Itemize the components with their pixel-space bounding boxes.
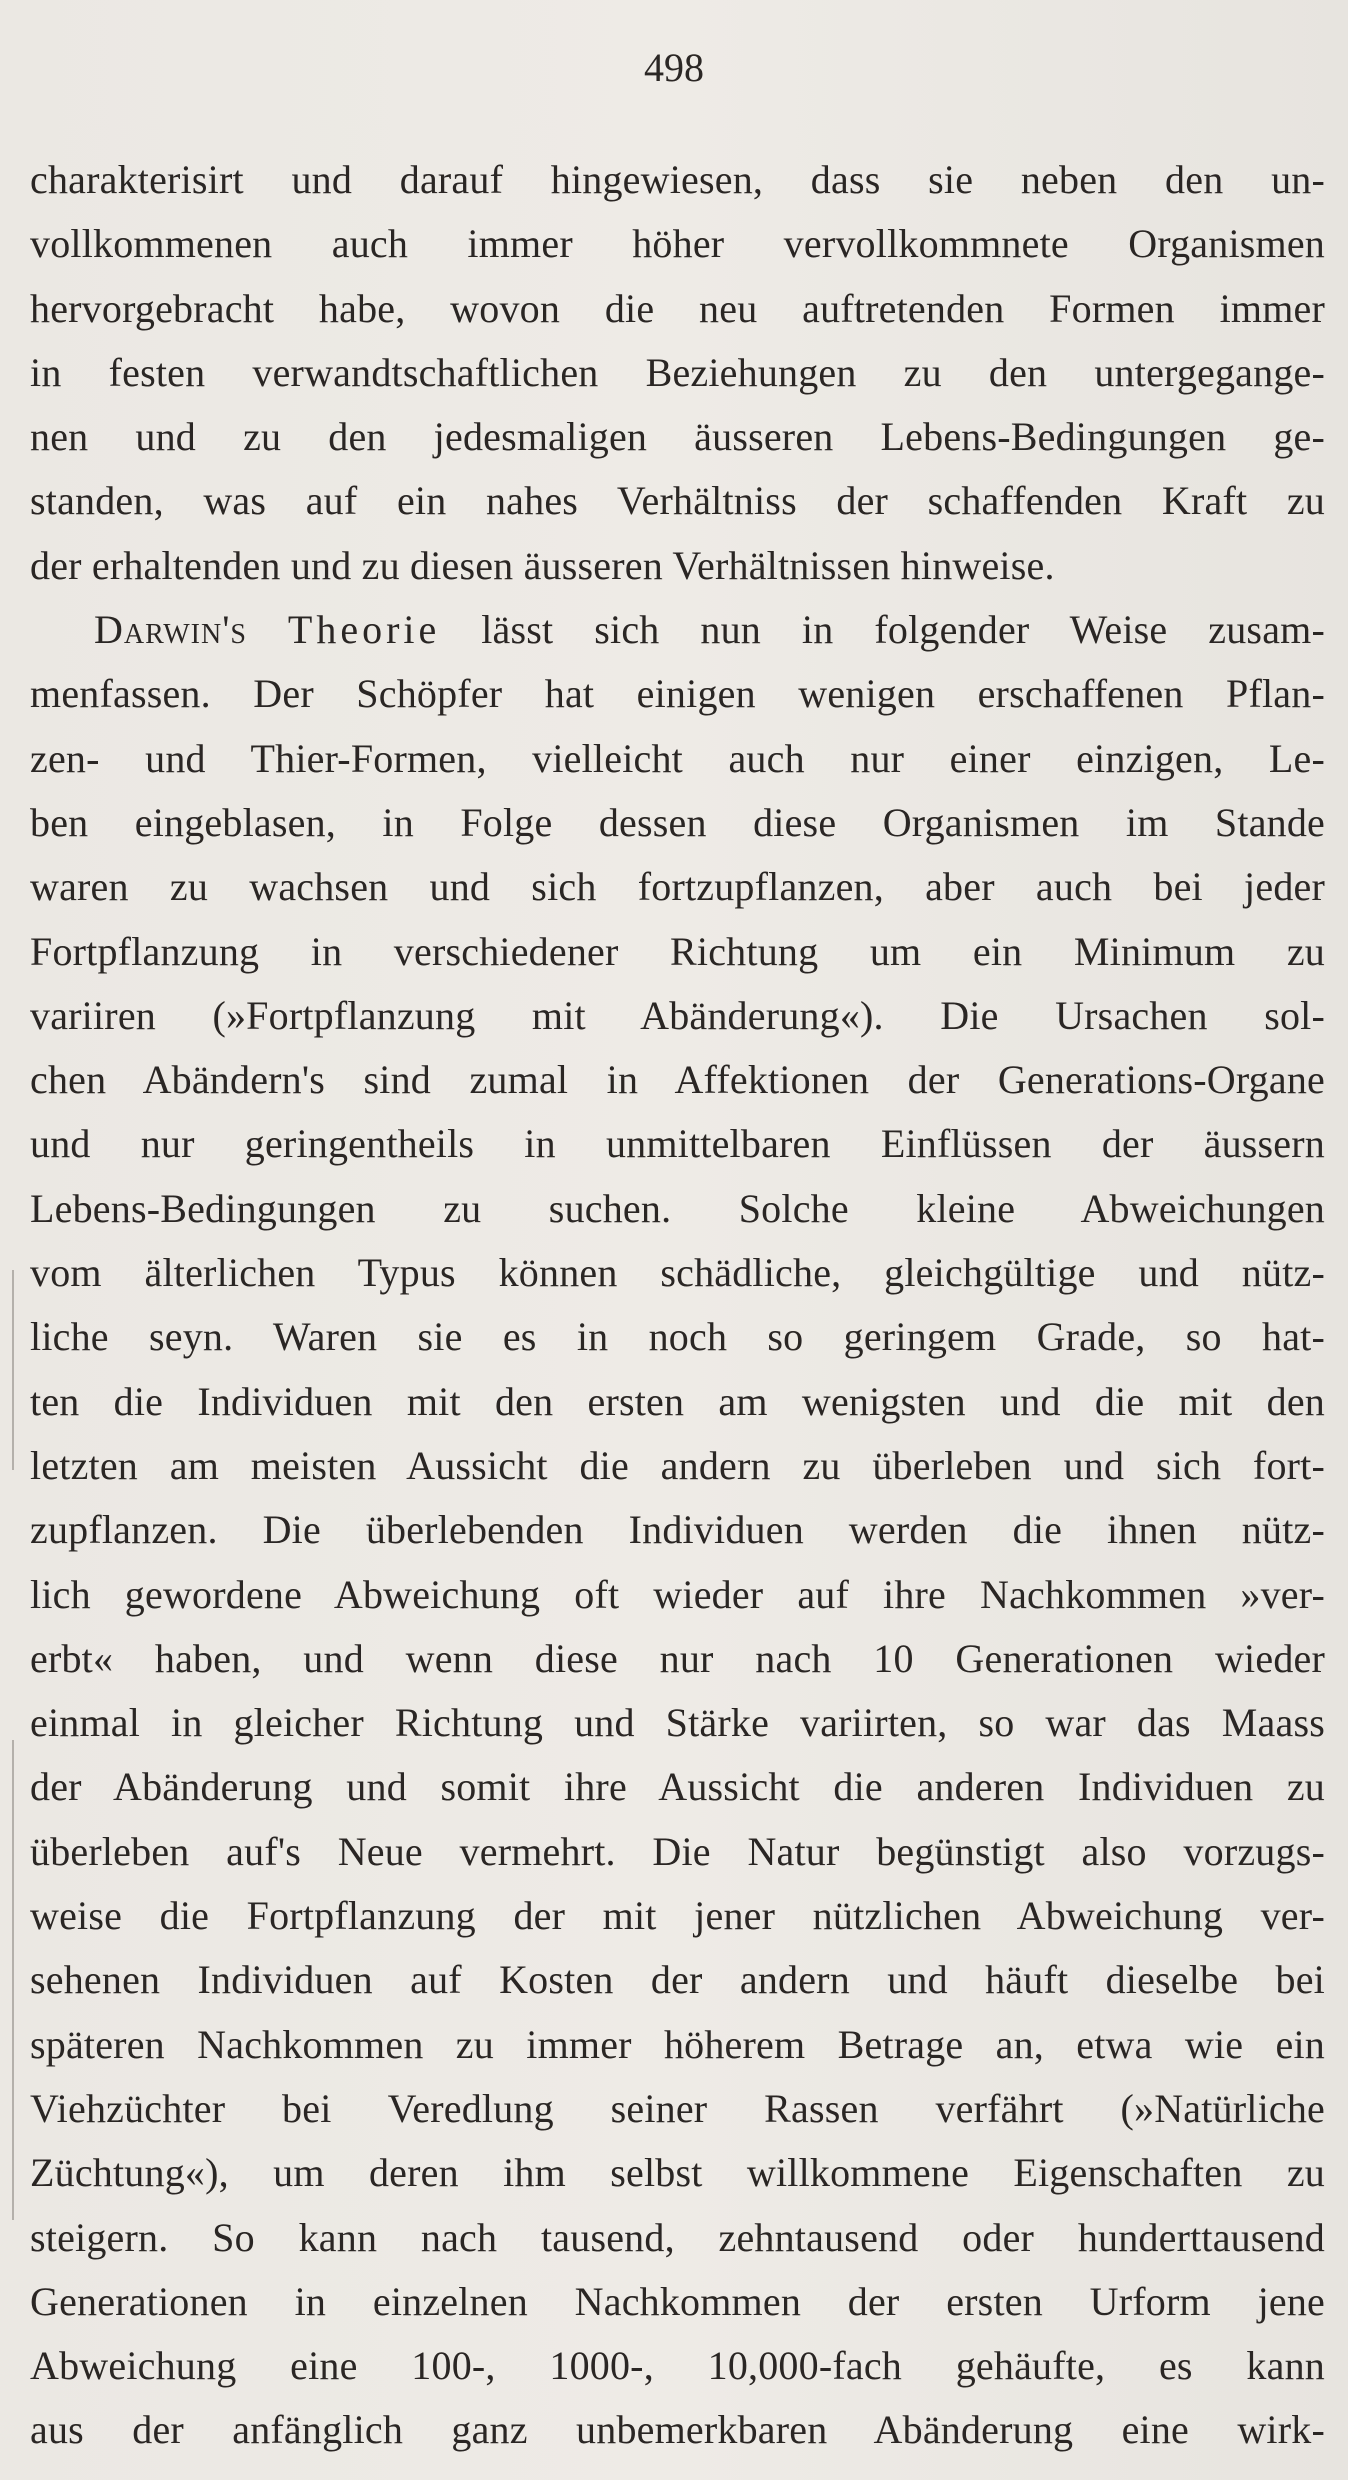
text-line: letzten am meisten Aussicht die andern zu überleben und sich fort-: [30, 1442, 1325, 1488]
text-line: liche seyn. Waren sie es in noch so geringem Grade, so hat-: [30, 1314, 1325, 1360]
text-line: steigern. So kann nach tausend, zehntausend oder hunderttausend: [30, 2214, 1325, 2260]
body-text: [30, 148, 1325, 2463]
text-line-first: [30, 598, 1325, 662]
text-line: lich gewordene Abweichung oft wieder auf ihre Nachkommen »ver-: [30, 1571, 1325, 1617]
text-line: der Abänderung und somit ihre Aussicht die anderen Individuen zu: [30, 1764, 1325, 1810]
author-name: Darwin's: [94, 607, 247, 653]
margin-pencil-mark: [12, 1740, 14, 2220]
text-line: einmal in gleicher Richtung und Stärke variirten, so war das Maass: [30, 1700, 1325, 1746]
text-line: nen und zu den jedesmaligen äusseren Lebens-Bedingungen ge-: [30, 414, 1325, 460]
text-line: Generationen in einzelnen Nachkommen der ersten Urform jene: [30, 2278, 1325, 2324]
text-line: ten die Individuen mit den ersten am wenigsten und die mit den: [30, 1378, 1325, 1424]
text-line: zupflanzen. Die überlebenden Individuen werden die ihnen nütz-: [30, 1507, 1325, 1553]
text-line: Lebens-Bedingungen zu suchen. Solche kleine Abweichungen: [30, 1185, 1325, 1231]
text-line: sehenen Individuen auf Kosten der andern und häuft dieselbe bei: [30, 1957, 1325, 2003]
text-line: in festen verwandtschaftlichen Beziehungen zu den untergegange-: [30, 349, 1325, 395]
paragraph-2: [30, 598, 1325, 2463]
paragraph-1: [30, 148, 1325, 598]
text-line: waren zu wachsen und sich fortzupflanzen, aber auch bei jeder: [30, 864, 1325, 910]
margin-pencil-mark: [12, 1270, 14, 1470]
text-line: Fortpflanzung in verschiedener Richtung um ein Minimum zu: [30, 928, 1325, 974]
text-line: Viehzüchter bei Veredlung seiner Rassen verfährt (»Natürliche: [30, 2085, 1325, 2131]
text-line: überleben auf's Neue vermehrt. Die Natur begünstigt also vorzugs-: [30, 1828, 1325, 1874]
text-line: weise die Fortpflanzung der mit jener nützlichen Abweichung ver-: [30, 1893, 1325, 1939]
text-line: vom älterlichen Typus können schädliche, gleichgültige und nütz-: [30, 1250, 1325, 1296]
text-line: standen, was auf ein nahes Verhältniss der schaffenden Kraft zu: [30, 478, 1325, 524]
text-line: vollkommenen auch immer höher vervollkommnete Organismen: [30, 221, 1325, 267]
text-line: charakterisirt und darauf hingewiesen, dass sie neben den un-: [30, 157, 1325, 202]
text-line: Abweichung eine 100-, 1000-, 10,000-fach gehäufte, es kann: [30, 2343, 1325, 2389]
text-line: Züchtung«), um deren ihm selbst willkommene Eigenschaften zu: [30, 2150, 1325, 2196]
text-line: zen- und Thier-Formen, vielleicht auch nur einer einzigen, Le-: [30, 735, 1325, 781]
text-line: erbt« haben, und wenn diese nur nach 10 Generationen wieder: [30, 1635, 1325, 1681]
text-line: und nur geringentheils in unmittelbaren Einflüssen der äussern: [30, 1121, 1325, 1167]
text-line: chen Abändern's sind zumal in Affektionen der Generations-Organe: [30, 1057, 1325, 1103]
page-number: 498: [644, 45, 704, 90]
text-line: hervorgebracht habe, wovon die neu auftretenden Formen immer: [30, 285, 1325, 331]
text-line: späteren Nachkommen zu immer höherem Betrage an, etwa wie ein: [30, 2021, 1325, 2067]
text-line: variiren (»Fortpflanzung mit Abänderung«). Die Ursachen sol-: [30, 992, 1325, 1038]
text-line: ben eingeblasen, in Folge dessen diese Organismen im Stande: [30, 799, 1325, 845]
text-line: aus der anfänglich ganz unbemerkbaren Abänderung eine wirk-: [30, 2407, 1325, 2453]
text-line: menfassen. Der Schöpfer hat einigen wenigen erschaffenen Pflan-: [30, 671, 1325, 717]
text-line: der erhaltenden und zu diesen äusseren Verhältnissen hinweise.: [30, 542, 1055, 588]
text-line-rest: lässt sich nun in folgender Weise zusam-: [481, 607, 1325, 653]
emphasis-theorie: Theorie: [287, 607, 441, 653]
